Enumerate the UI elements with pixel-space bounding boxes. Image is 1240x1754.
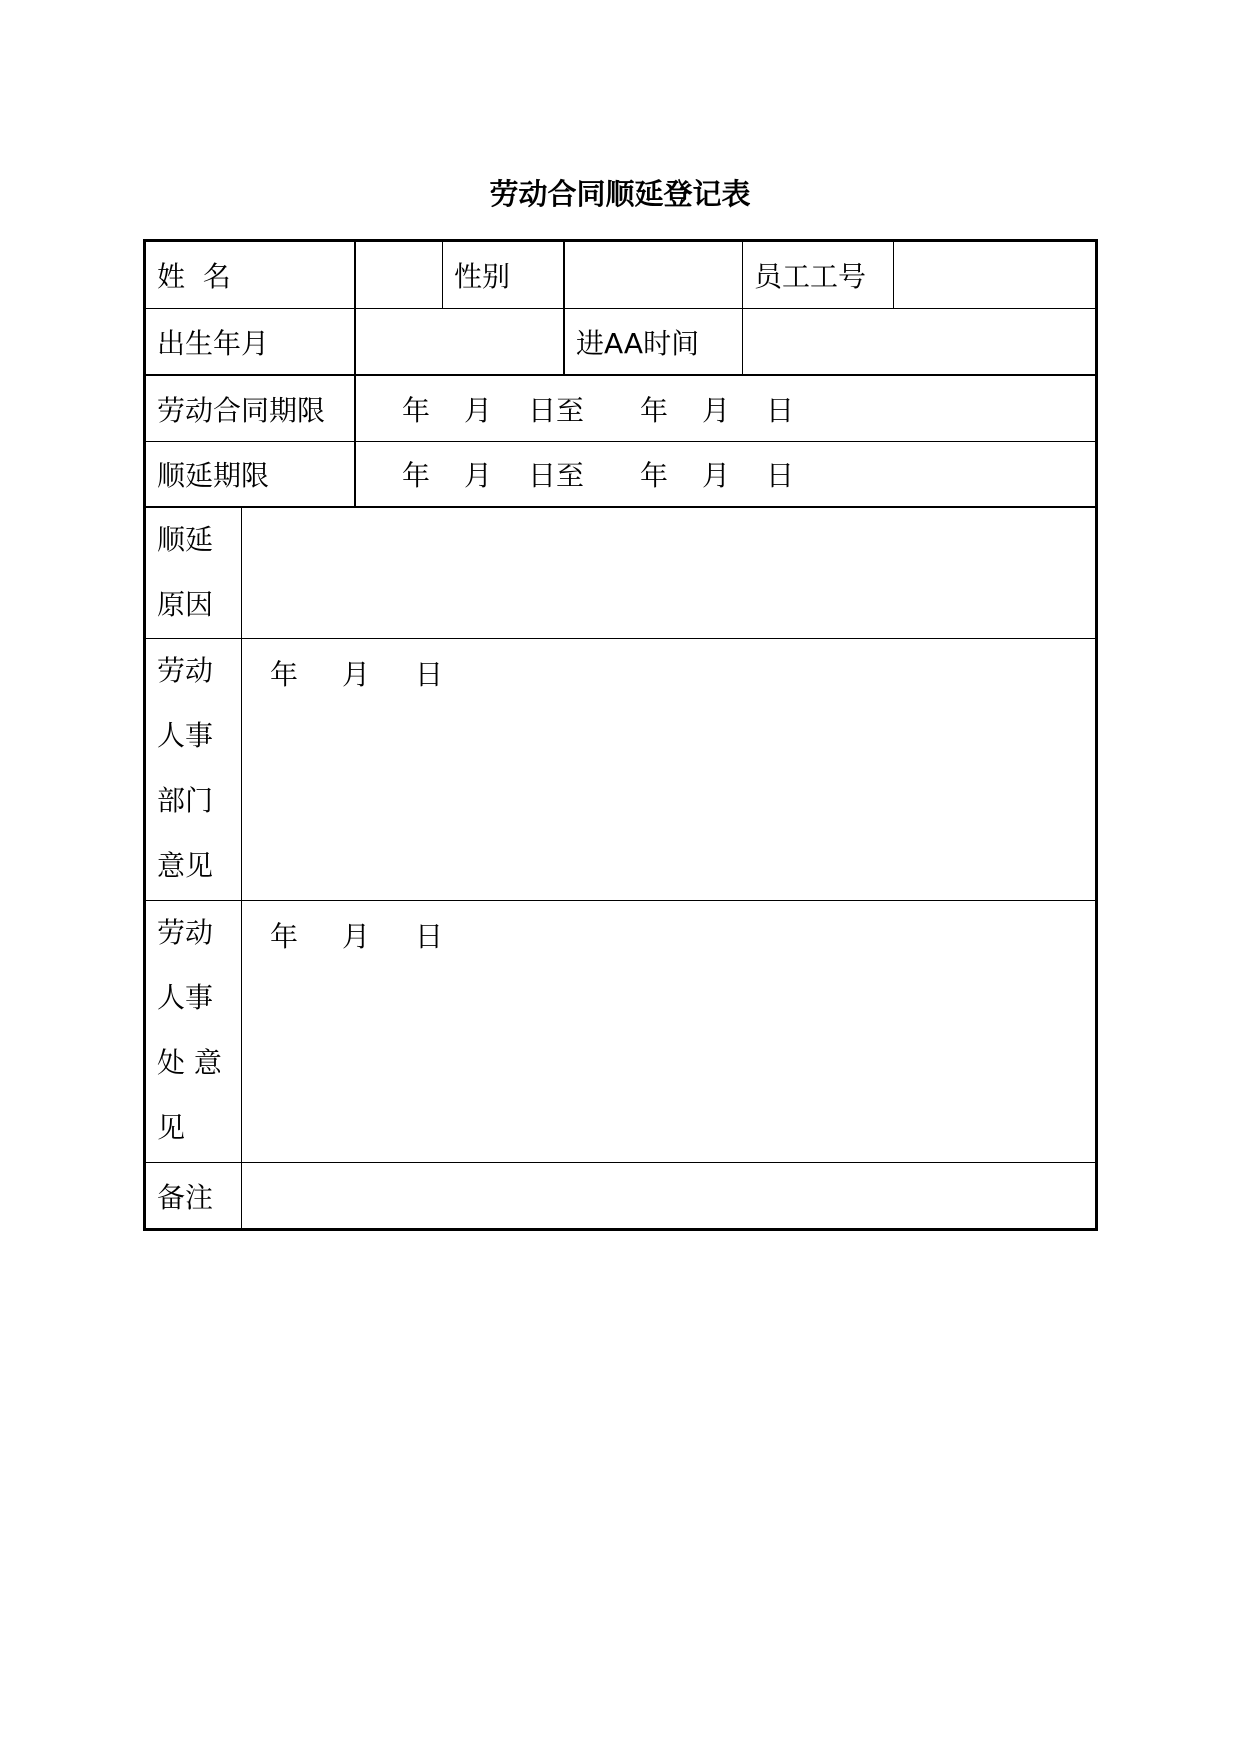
row-basic-info <box>146 242 1095 309</box>
hr-office-month: 月 <box>342 920 371 953</box>
hr-dept-opinion-label: 劳动 人事 部门 意见 <box>157 654 214 882</box>
extension-reason-label: 顺延 原因 <box>157 523 214 621</box>
gender-label: 性别 <box>442 242 563 308</box>
extension-reason-field[interactable] <box>241 508 1095 638</box>
hr-office-year: 年 <box>270 920 299 953</box>
contract-term-field[interactable] <box>354 376 1095 441</box>
hr-dept-day: 日 <box>415 658 444 691</box>
name-field[interactable] <box>354 242 442 308</box>
row-dates-info <box>146 309 1095 376</box>
row-contract-term <box>146 376 1095 442</box>
join-date-label: 进AA时间 <box>563 309 742 374</box>
row-hr-dept-opinion <box>146 639 1095 901</box>
extension-start-day: 日至 <box>528 459 585 492</box>
contract-end-day: 日 <box>766 393 795 427</box>
hr-office-day: 日 <box>415 920 444 953</box>
contract-term-label: 劳动合同期限 <box>157 393 326 427</box>
contract-end-month: 月 <box>702 393 731 427</box>
remarks-label: 备注 <box>157 1180 214 1214</box>
hr-office-opinion-label: 劳动 人事 处 意 见 <box>157 916 222 1144</box>
contract-start-year: 年 <box>402 393 431 427</box>
extension-start-year: 年 <box>402 459 431 492</box>
extension-start-month: 月 <box>464 459 493 492</box>
hr-office-opinion-field[interactable] <box>241 901 1095 1162</box>
gender-field[interactable] <box>563 242 742 308</box>
employee-id-label: 员工工号 <box>742 242 893 308</box>
extension-end-month: 月 <box>702 459 731 492</box>
row-extension-term <box>146 442 1095 508</box>
contract-end-year: 年 <box>640 393 669 427</box>
row-extension-reason <box>146 508 1095 639</box>
registration-form <box>143 239 1098 1231</box>
hr-dept-year: 年 <box>270 658 299 691</box>
join-date-field[interactable] <box>742 309 1095 374</box>
extension-term-label: 顺延期限 <box>157 459 270 492</box>
hr-dept-opinion-field[interactable] <box>241 639 1095 900</box>
remarks-field[interactable] <box>241 1163 1095 1228</box>
name-label: 姓 名 <box>157 260 231 293</box>
row-hr-office-opinion <box>146 901 1095 1163</box>
extension-end-day: 日 <box>766 459 795 492</box>
hr-dept-month: 月 <box>342 658 371 691</box>
row-remarks <box>146 1163 1095 1228</box>
birth-label: 出生年月 <box>157 326 270 360</box>
employee-id-field[interactable] <box>893 242 1095 308</box>
contract-start-day: 日至 <box>528 393 585 427</box>
extension-term-field[interactable] <box>354 442 1095 506</box>
contract-start-month: 月 <box>464 393 493 427</box>
birth-field[interactable] <box>354 309 563 374</box>
extension-end-year: 年 <box>640 459 669 492</box>
page-title: 劳动合同顺延登记表 <box>489 177 751 211</box>
